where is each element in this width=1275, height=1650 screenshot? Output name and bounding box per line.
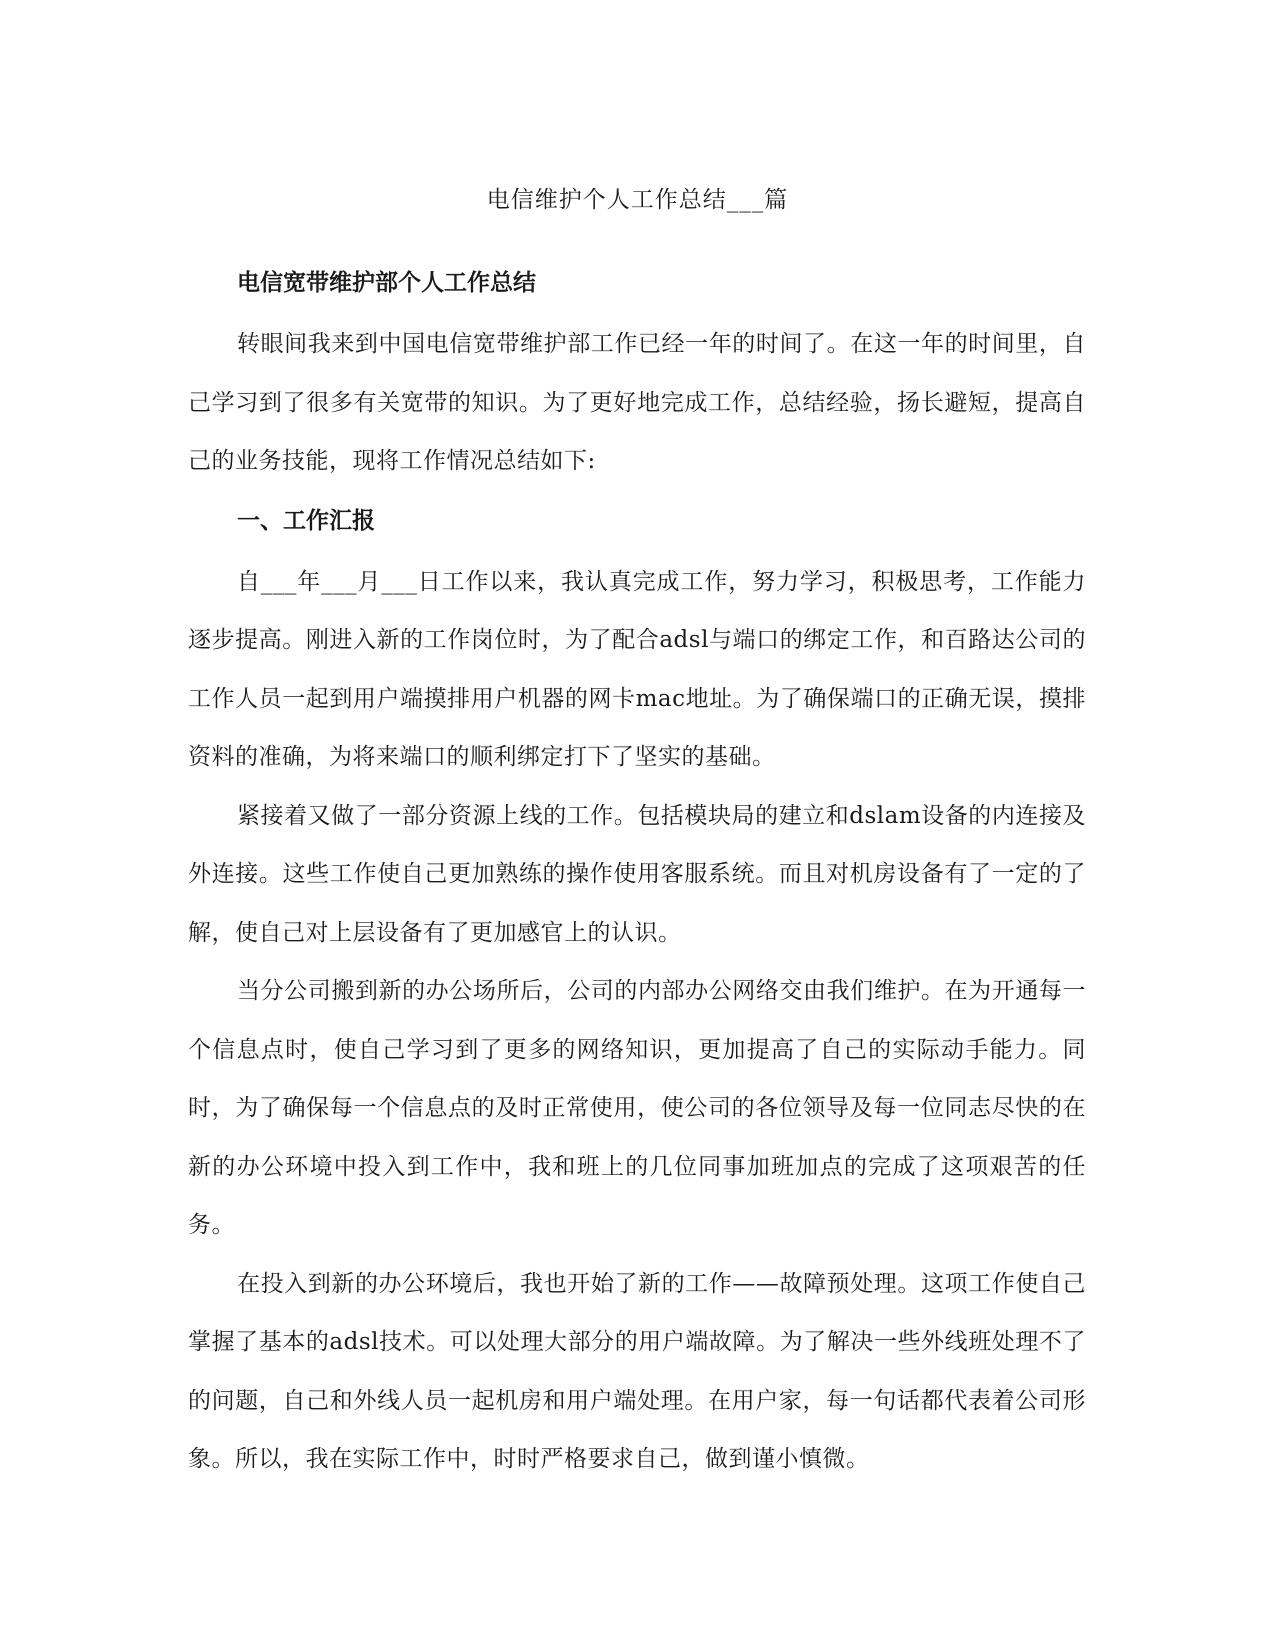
subheading-work-report: 一、工作汇报 bbox=[237, 507, 375, 534]
section-heading: 电信宽带维护部个人工作总结 bbox=[237, 270, 536, 296]
document-body bbox=[188, 255, 1086, 1489]
intro-paragraph: 转眼间我来到中国电信宽带维护部工作已经一年的时间了。在这一年的时间里，自己学习到了很多有关宽带的知识。为了更好地完成工作，总结经验，扬长避短，提高自己的业务技能，现将工作情况总结如下: bbox=[188, 331, 1086, 474]
body-paragraph: 当分公司搬到新的办公场所后，公司的内部办公网络交由我们维护。在为开通每一个信息点时，使自己学习到了更多的网络知识，更加提高了自己的实际动手能力。同时，为了确保每一个信息点的及时正常使用，使公司的各位领导及每一位同志尽快的在新的办公环境中投入到工作中，我和班上的几位同事加班加点的完成了这项艰苦的任务。 bbox=[188, 978, 1086, 1238]
body-paragraph: 自___年___月___日工作以来，我认真完成工作，努力学习，积极思考，工作能力逐步提高。刚进入新的工作岗位时，为了配合adsl与端口的绑定工作，和百路达公司的工作人员一起到用户端摸排用户机器的网卡mac地址。为了确保端口的正确无误，摸排资料的准确，为将来端口的顺利绑定打下了坚实的基础。 bbox=[188, 568, 1086, 770]
document-title: 电信维护个人工作总结___篇 bbox=[486, 187, 789, 213]
body-paragraph: 紧接着又做了一部分资源上线的工作。包括模块局的建立和dslam设备的内连接及外连接。这些工作使自己更加熟练的操作使用客服系统。而且对机房设备有了一定的了解，使自己对上层设备有了更加感官上的认识。 bbox=[188, 802, 1086, 946]
body-paragraph: 在投入到新的办公环境后，我也开始了新的工作——故障预处理。这项工作使自己掌握了基本的adsl技术。可以处理大部分的用户端故障。为了解决一些外线班处理不了的问题，自己和外线人员一起机房和用户端处理。在用户家，每一句话都代表着公司形象。所以，我在实际工作中，时时严格要求自己，做到谨小慎微。 bbox=[188, 1270, 1086, 1472]
